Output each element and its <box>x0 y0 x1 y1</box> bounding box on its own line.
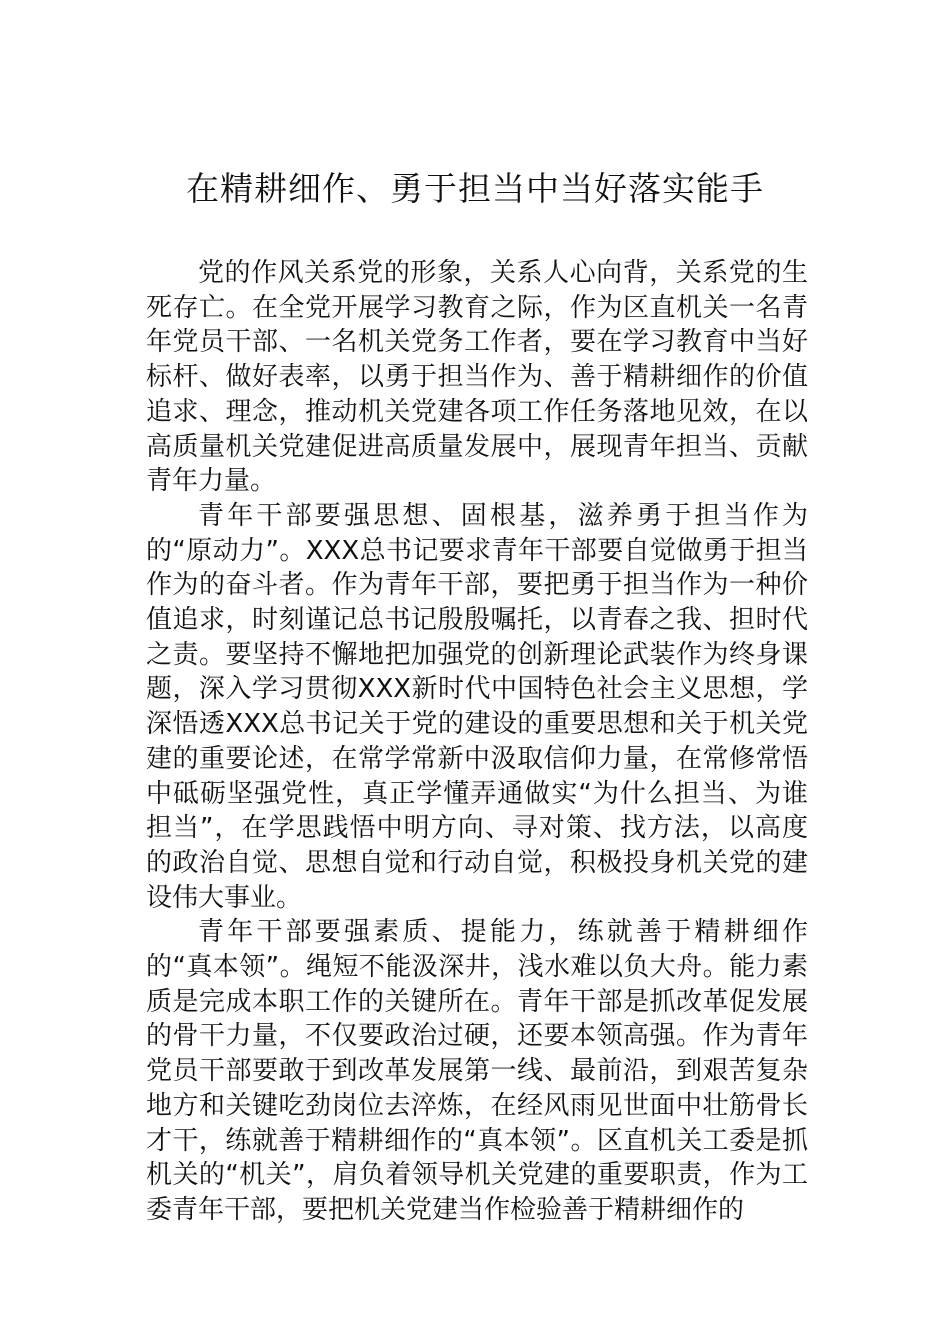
paragraph-3: 青年干部要强素质、提能力，练就善于精耕细作的“真本领”。绳短不能汲深井，浅水难以负大舟。能力素质是完成本职工作的关键所在。青年干部是抓改革促发展的骨干力量，不仅要政治过硬，还要本领高强。作为青年党员干部要敢于到改革发展第一线、最前沿，到艰苦复杂地方和关键吃劲岗位去淬炼，在经风雨见世面中壮筋骨长才干，练就善于精耕细作的“真本领”。区直机关工委是抓机关的“机关”，肩负着领导机关党建的重要职责，作为工委青年干部，要把机关党建当作检验善于精耕细作的 <box>146 917 808 1225</box>
document-body <box>146 256 808 1228</box>
paragraph-1: 党的作风关系党的形象，关系人心向背，关系党的生死存亡。在全党开展学习教育之际，作为区直机关一名青年党员干部、一名机关党务工作者，要在学习教育中当好标杆、做好表率，以勇于担当作为、善于精耕细作的价值追求、理念，推动机关党建各项工作任务落地见效，在以高质量机关党建促进高质量发展中，展现青年担当、贡献青年力量。 <box>146 258 808 497</box>
paragraph-2: 青年干部要强思想、固根基，滋养勇于担当作为的“原动力”。XXX总书记要求青年干部要自觉做勇于担当作为的奋斗者。作为青年干部，要把勇于担当作为一种价值追求，时刻谨记总书记殷殷嘱托，以青春之我、担时代之责。要坚持不懈地把加强党的创新理论武装作为终身课题，深入学习贯彻XXX新时代中国特色社会主义思想，学深悟透XXX总书记关于党的建设的重要思想和关于机关党建的重要论述，在常学常新中汲取信仰力量，在常修常悟中砥砺坚强党性，真正学懂弄通做实“为什么担当、为谁担当”，在学思践悟中明方向、寻对策、找方法，以高度的政治自觉、思想自觉和行动自觉，积极投身机关党的建设伟大事业。 <box>146 500 808 913</box>
document-title: 在精耕细作、勇于担当中当好落实能手 <box>186 169 764 208</box>
